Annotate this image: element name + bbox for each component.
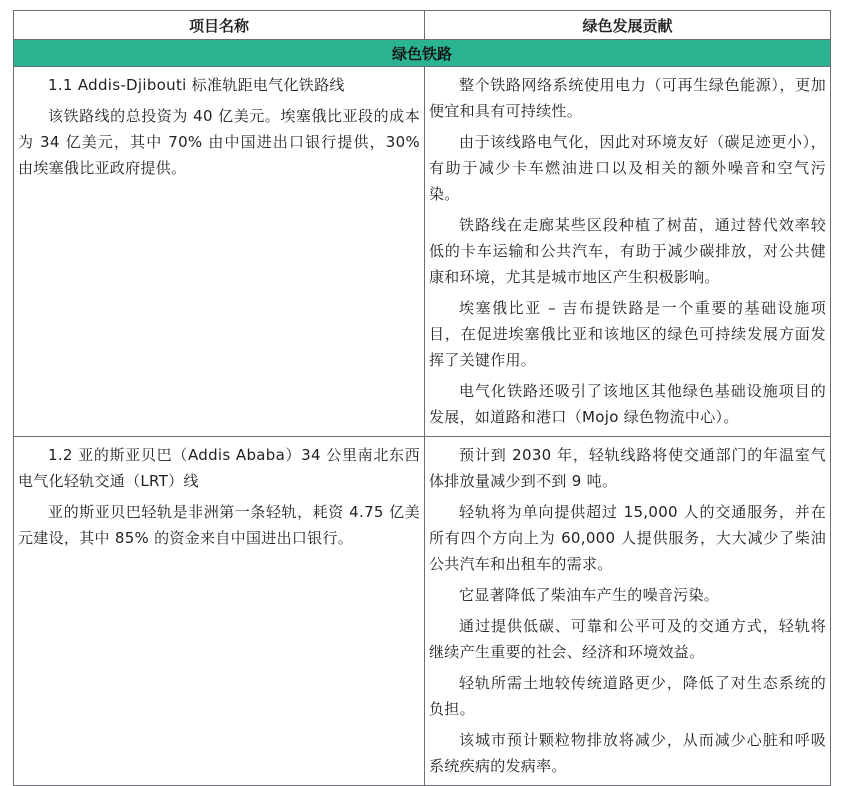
contribution-item: 埃塞俄比亚 – 吉布提铁路是一个重要的基础设施项目，在促进埃塞俄比亚和该地区的绿色可持续发展方面发挥了关键作用。 [429,299,826,369]
contribution-item: 轻轨所需土地较传统道路更少，降低了对生态系统的负担。 [429,674,826,718]
table-row [14,67,831,437]
project-name: 1.2 亚的斯亚贝巴（Addis Ababa）34 公里南北东西电气化轻轨交通（LRT）线 [18,446,420,490]
section-title: 绿色铁路 [14,40,831,67]
project-description: 亚的斯亚贝巴轻轨是非洲第一条轻轨，耗资 4.75 亿美元建设，其中 85% 的资金来自中国进出口银行。 [18,503,420,547]
project-name: 1.1 Addis-Djibouti 标准轨距电气化铁路线 [48,76,345,94]
table-row [14,437,831,786]
contribution-item: 它显著降低了柴油车产生的噪音污染。 [459,586,720,604]
header-green-contribution: 绿色发展贡献 [425,11,831,40]
contribution-cell [425,437,831,786]
project-cell [14,67,425,437]
contribution-item: 通过提供低碳、可靠和公平可及的交通方式，轻轨将继续产生重要的社会、经济和环境效益。 [429,617,826,661]
contribution-item: 轻轨将为单向提供超过 15,000 人的交通服务，并在所有四个方向上为 60,000 人提供服务，大大减少了柴油公共汽车和出租车的需求。 [429,503,826,573]
contribution-item: 预计到 2030 年，轻轨线路将使交通部门的年温室气体排放量减少到不到 9 吨。 [429,446,826,490]
contribution-item: 由于该线路电气化，因此对环境友好（碳足迹更小），有助于减少卡车燃油进口以及相关的额外噪音和空气污染。 [429,133,826,203]
header-project-name: 项目名称 [14,11,425,40]
table-header-row [14,11,831,40]
section-row [14,40,831,67]
contribution-cell [425,67,831,437]
contribution-item: 电气化铁路还吸引了该地区其他绿色基础设施项目的发展，如道路和港口（Mojo 绿色物流中心）。 [429,382,826,426]
contribution-item: 铁路线在走廊某些区段种植了树苗，通过替代效率较低的卡车运输和公共汽车，有助于减少碳排放，对公共健康和环境，尤其是城市地区产生积极影响。 [429,216,826,286]
projects-table [13,10,831,786]
contribution-item: 整个铁路网络系统使用电力（可再生绿色能源），更加便宜和具有可持续性。 [429,76,826,120]
project-description: 该铁路线的总投资为 40 亿美元。埃塞俄比亚段的成本为 34 亿美元，其中 70% 由中国进出口银行提供，30% 由埃塞俄比亚政府提供。 [18,107,420,177]
contribution-item: 该城市预计颗粒物排放将减少，从而减少心脏和呼吸系统疾病的发病率。 [429,731,826,775]
project-cell [14,437,425,786]
